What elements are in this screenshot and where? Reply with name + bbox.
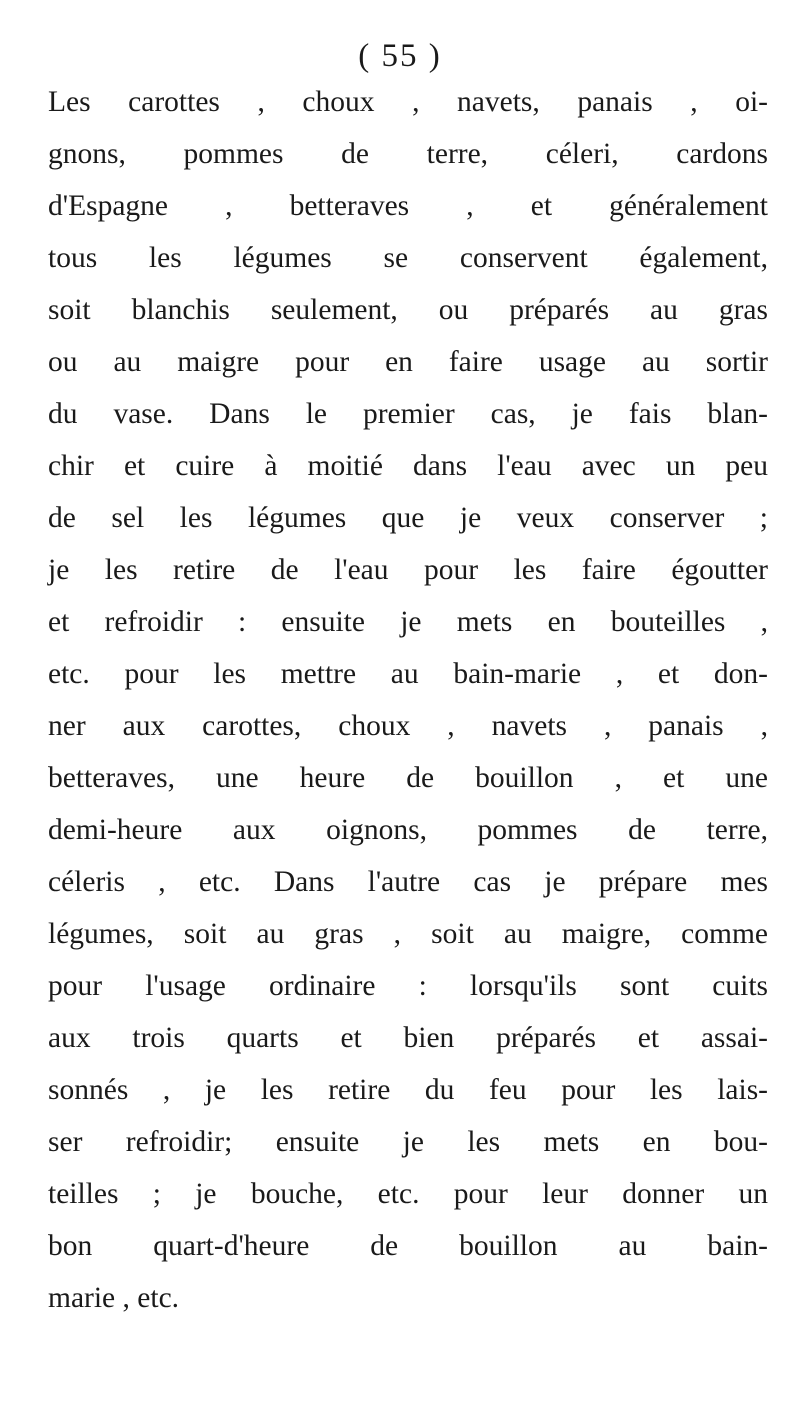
text-line: demi-heure aux oignons, pommes de terre,	[48, 814, 768, 846]
text-line: etc. pour les mettre au bain-marie , et don-	[48, 658, 768, 690]
text-line: sonnés , je les retire du feu pour les lais-	[48, 1074, 768, 1106]
text-line: légumes, soit au gras , soit au maigre, comme	[48, 918, 768, 950]
text-line: ser refroidir; ensuite je les mets en bou-	[48, 1126, 768, 1158]
text-line: pour l'usage ordinaire : lorsqu'ils sont cuits	[48, 970, 768, 1002]
text-line: betteraves, une heure de bouillon , et une	[48, 762, 768, 794]
text-line: bon quart-d'heure de bouillon au bain-	[48, 1230, 768, 1262]
text-line: ner aux carottes, choux , navets , panais ,	[48, 710, 768, 742]
text-line: gnons, pommes de terre, céleri, cardons	[48, 138, 768, 170]
text-line: de sel les légumes que je veux conserver ;	[48, 502, 768, 534]
text-line: et refroidir : ensuite je mets en bouteilles ,	[48, 606, 768, 638]
text-line: tous les légumes se conservent également,	[48, 242, 768, 274]
text-line: d'Espagne , betteraves , et généralement	[48, 190, 768, 222]
text-line: teilles ; je bouche, etc. pour leur donner un	[48, 1178, 768, 1210]
text-line: je les retire de l'eau pour les faire égoutter	[48, 554, 768, 586]
body-text	[48, 76, 768, 1324]
text-line: soit blanchis seulement, ou préparés au gras	[48, 294, 768, 326]
page-number: ( 55 )	[358, 38, 442, 74]
text-line: chir et cuire à moitié dans l'eau avec un peu	[48, 450, 768, 482]
text-line: marie , etc.	[48, 1282, 180, 1314]
text-line: du vase. Dans le premier cas, je fais blan-	[48, 398, 768, 430]
text-line: Les carottes , choux , navets, panais , oi-	[48, 86, 768, 118]
text-line: céleris , etc. Dans l'autre cas je prépare mes	[48, 866, 768, 898]
text-line: aux trois quarts et bien préparés et assai-	[48, 1022, 768, 1054]
text-line: ou au maigre pour en faire usage au sortir	[48, 346, 768, 378]
